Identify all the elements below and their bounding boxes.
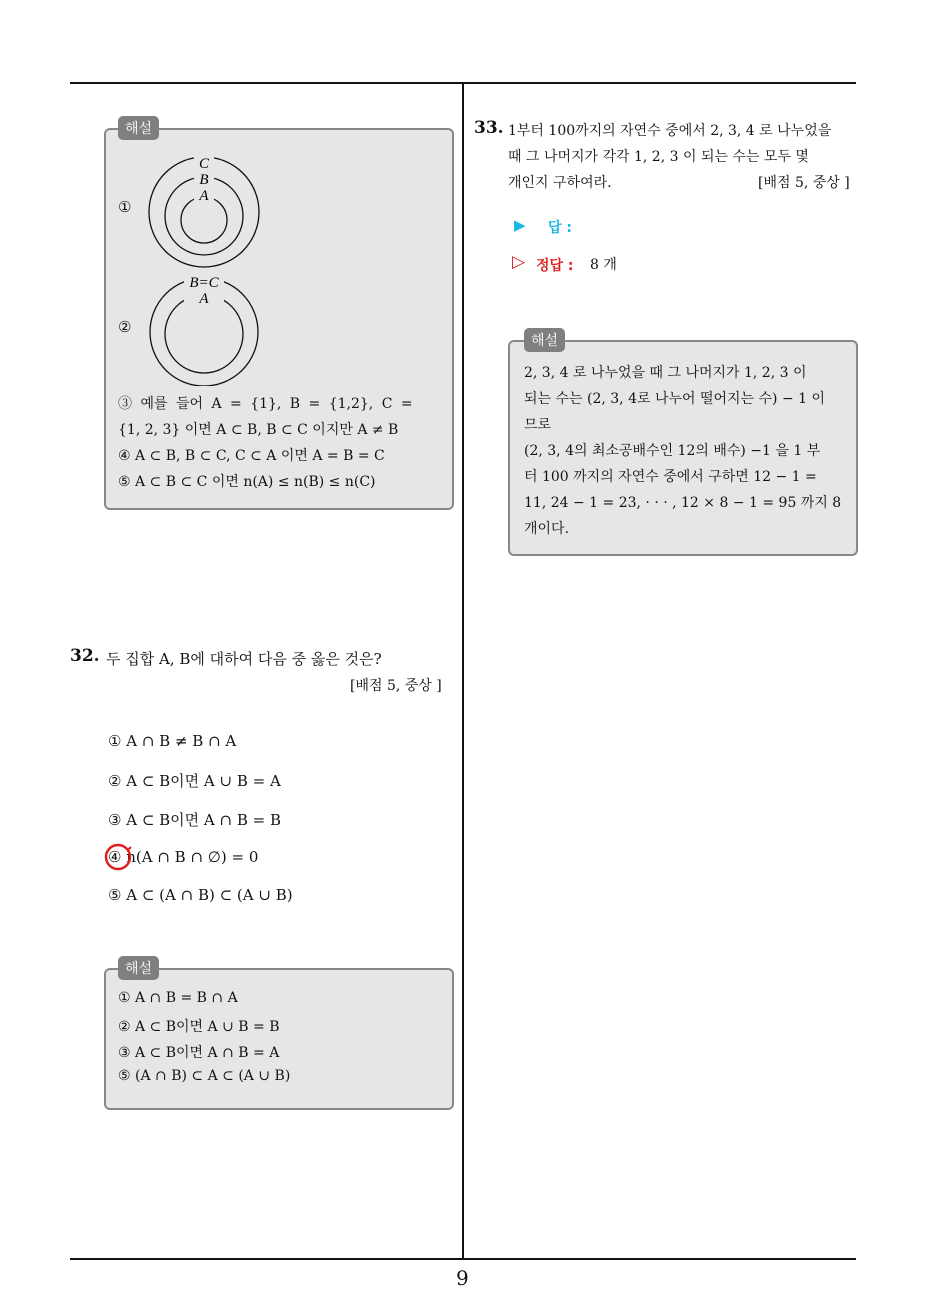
q32-question: 두 집합 A, B에 대하여 다음 중 옳은 것은? [106,650,382,668]
label-a: A [199,188,209,204]
answer-arrow-icon: ▶ [514,216,526,234]
item1-marker: ① [118,198,132,216]
q33-expl-line-5: 터 100 까지의 자연수 중에서 구하면 12 − 1 = [524,469,817,485]
explanation-box-q33 [508,340,858,556]
correct-label: 정답 : [536,258,574,274]
q33-expl-line-7: 개이다. [524,521,570,537]
selected-answer-circle [104,842,134,872]
q32-expl-line-2: ② A ⊂ B이면 A ∪ B = B [118,1019,280,1035]
venn-diagram-nested [146,152,266,268]
correct-arrow-icon: ▷ [512,252,526,272]
q32-expl-line-3: ③ A ⊂ B이면 A ∩ B = A [118,1045,280,1061]
column-divider [462,83,464,1259]
correct-value: 8 개 [590,257,617,273]
q32-expl-line-4: ⑤ (A ∩ B) ⊂ A ⊂ (A ∪ B) [118,1068,291,1084]
venn-diagram-equal [146,270,266,386]
q33-line-2: 때 그 나머지가 각각 1, 2, 3 이 되는 수는 모두 몇 [508,149,809,165]
item4: ④ A ⊂ B, B ⊂ C, C ⊂ A 이면 A = B = C [118,448,385,464]
q32-option-3[interactable]: ③ A ⊂ B이면 A ∩ B = B [108,811,282,829]
q33-expl-line-1: 2, 3, 4 로 나누었을 때 그 나머지가 1, 2, 3 이 [524,365,807,381]
q32-option-5[interactable]: ⑤ A ⊂ (A ∩ B) ⊂ (A ∪ B) [108,886,293,904]
footer-rule [70,1258,856,1260]
q32-option-2[interactable]: ② A ⊂ B이면 A ∪ B = A [108,772,281,790]
q33-line-3: 개인지 구하여라. [508,175,612,191]
explanation-box-q32 [104,968,454,1110]
label-a2: A [199,291,209,307]
explanation-tag-q32: 해설 [118,956,159,980]
explanation-tag-q33: 해설 [524,328,565,352]
q33-expl-line-4: (2, 3, 4의 최소공배수인 12의 배수) −1 을 1 부 [524,443,821,459]
q32-option-4[interactable]: ④ n(A ∩ B ∩ ∅) = 0 [108,848,259,866]
page-number: 9 [456,1266,469,1290]
q33-line-1: 1부터 100까지의 자연수 중에서 2, 3, 4 로 나누었을 [508,123,832,139]
q33-meta: [배점 5, 중상 ] [758,175,850,191]
explanation-box-q31 [104,128,454,510]
q33-number: 33. [474,118,504,138]
item2-marker: ② [118,318,132,336]
explanation-tag-q31: 해설 [118,116,159,140]
q33-expl-line-6: 11, 24 − 1 = 23, · · · , 12 × 8 − 1 = 95 까지 8 [524,495,842,511]
answer-label: 답 : [548,220,572,236]
label-c: C [198,156,210,172]
q32-meta: [배점 5, 중상 ] [350,678,442,694]
item3-line1: ③ 예를 들어 A = {1}, B = {1,2}, C = [118,396,413,412]
q33-expl-line-3: 므로 [524,417,552,433]
q32-number: 32. [70,646,100,666]
item3-line2: {1, 2, 3} 이면 A ⊂ B, B ⊂ C 이지만 A ≠ B [118,422,399,438]
q33-expl-line-2: 되는 수는 (2, 3, 4로 나누어 떨어지는 수) − 1 이 [524,391,826,407]
q32-option-1[interactable]: ① A ∩ B ≠ B ∩ A [108,732,237,750]
label-b: B [199,172,209,188]
q32-expl-line-1: ① A ∩ B = B ∩ A [118,990,238,1006]
item5: ⑤ A ⊂ B ⊂ C 이면 n(A) ≤ n(B) ≤ n(C) [118,474,376,490]
label-b-eq-c: B=C [189,275,219,291]
